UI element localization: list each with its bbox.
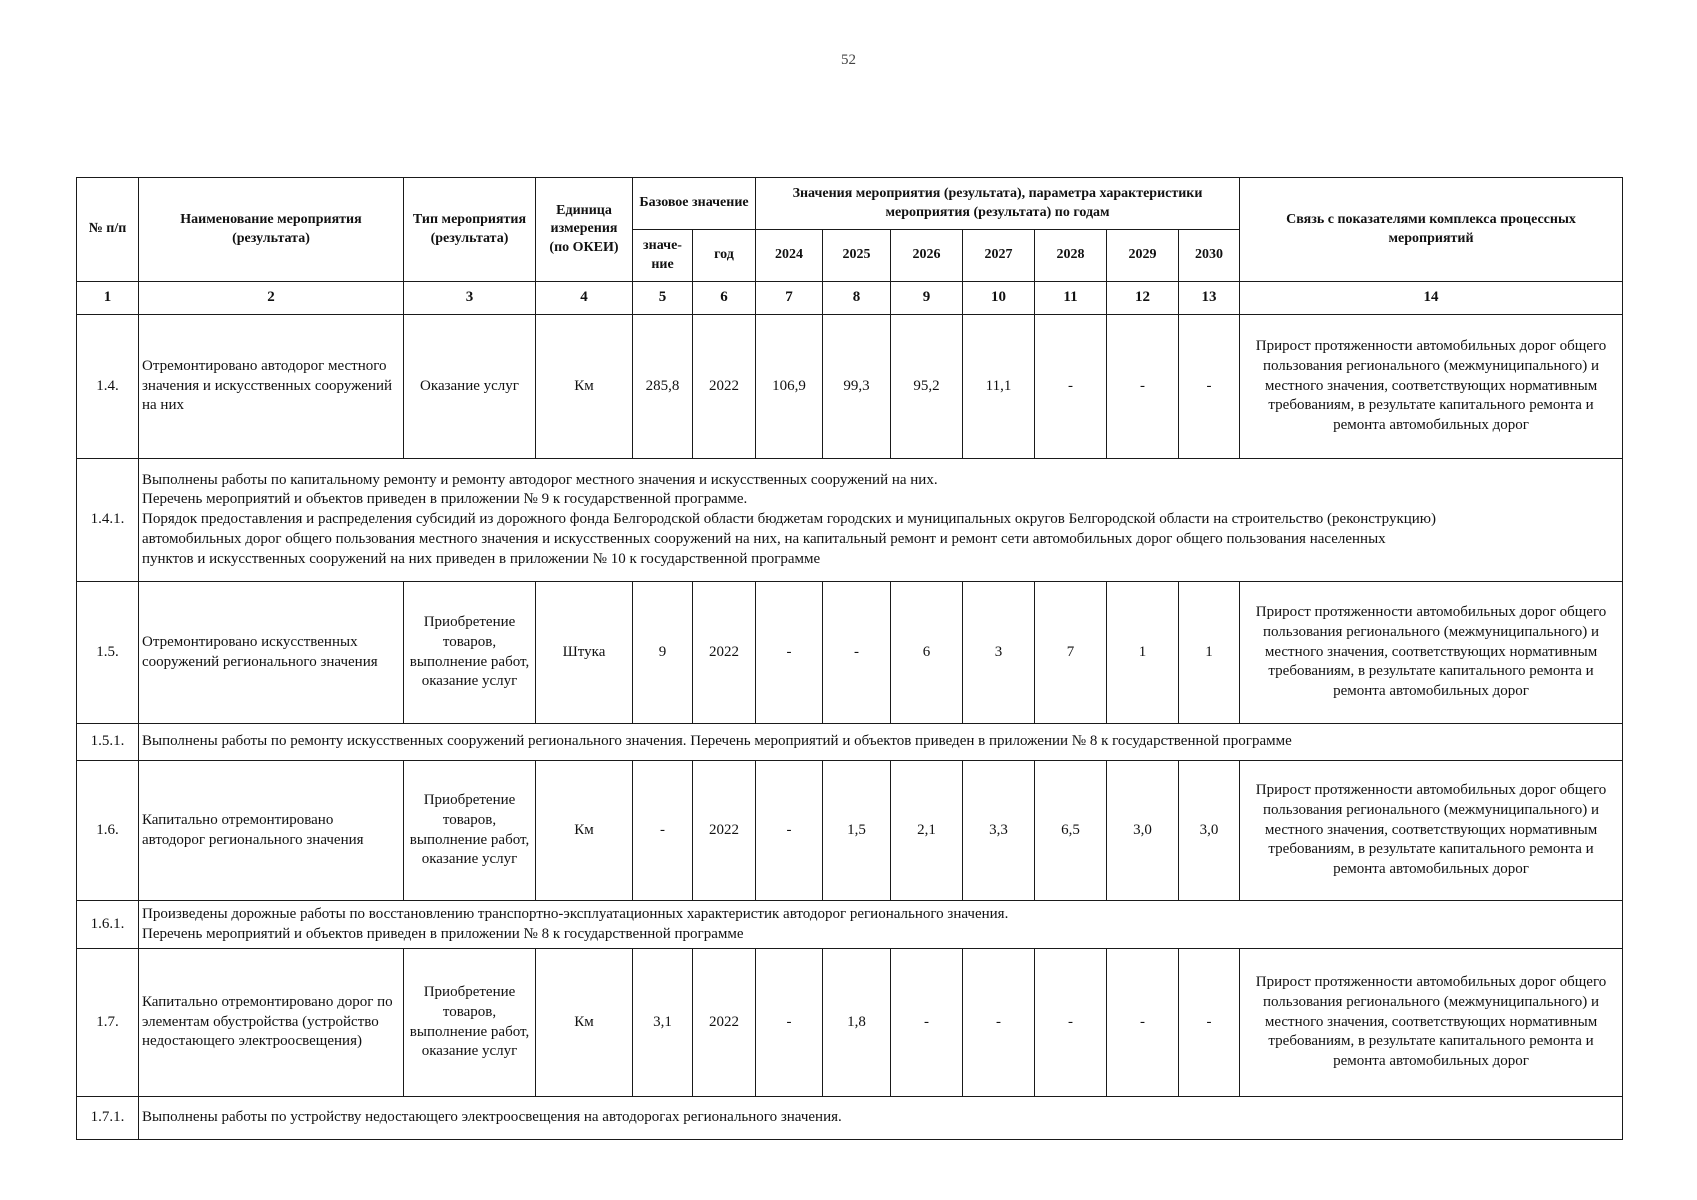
row-value: 106,9 — [756, 315, 823, 459]
column-number: 2 — [139, 282, 404, 315]
row-value: 3,0 — [1179, 761, 1240, 901]
row-value: 1 — [1107, 582, 1179, 724]
row-num: 1.7. — [77, 949, 139, 1097]
header-num: № п/п — [77, 178, 139, 282]
row-num: 1.4.1. — [77, 459, 139, 582]
table-row — [77, 1097, 1623, 1140]
column-numbers-row — [77, 282, 1623, 315]
column-number: 11 — [1035, 282, 1107, 315]
table-header — [77, 178, 1623, 282]
row-value: - — [756, 582, 823, 724]
table-row — [77, 724, 1623, 761]
column-number: 14 — [1240, 282, 1623, 315]
row-type: Приобретение товаров, выполнение работ, оказание услуг — [404, 949, 536, 1097]
row-num: 1.6. — [77, 761, 139, 901]
row-value: 99,3 — [823, 315, 891, 459]
row-value: 11,1 — [963, 315, 1035, 459]
table-row — [77, 761, 1623, 901]
row-base-year: 2022 — [693, 761, 756, 901]
row-name: Отремонтировано искусственных сооружений регионального значения — [139, 582, 404, 724]
description-line: Произведены дорожные работы по восстановлению транспортно-эксплуатационных характеристик автодорог регионального значения. — [142, 905, 1009, 922]
column-number: 10 — [963, 282, 1035, 315]
row-unit: Км — [536, 315, 633, 459]
row-value: 3,3 — [963, 761, 1035, 901]
row-name: Капитально отремонтировано дорог по элементам обустройства (устройство недостающего электроосвещения) — [139, 949, 404, 1097]
header-name: Наименование мероприятия (результата) — [139, 178, 404, 282]
row-name: Капитально отремонтировано автодорог регионального значения — [139, 761, 404, 901]
row-value: 1,5 — [823, 761, 891, 901]
row-value: 95,2 — [891, 315, 963, 459]
column-number: 9 — [891, 282, 963, 315]
row-value: - — [963, 949, 1035, 1097]
row-unit: Км — [536, 949, 633, 1097]
row-value: 2,1 — [891, 761, 963, 901]
row-value: - — [1035, 949, 1107, 1097]
table-row — [77, 949, 1623, 1097]
row-value: - — [1035, 315, 1107, 459]
row-value: 1 — [1179, 582, 1240, 724]
header-type: Тип мероприятия (результата) — [404, 178, 536, 282]
description-line: автомобильных дорог общего пользования местного значения и искусственных сооружений на них, на капитальный ремонт и ремонт сети автомобильных дорог общего пользования населенных — [142, 530, 1386, 547]
column-number: 13 — [1179, 282, 1240, 315]
row-link: Прирост протяженности автомобильных дорог общего пользования регионального (межмуниципального) и местного значения, соответствующих нормативным требованиям, в результате капитального ремонта и ремонта автомобильных дорог — [1240, 582, 1623, 724]
column-number: 12 — [1107, 282, 1179, 315]
row-base-year: 2022 — [693, 582, 756, 724]
row-link: Прирост протяженности автомобильных дорог общего пользования регионального (межмуниципального) и местного значения, соответствующих нормативным требованиям, в результате капитального ремонта и ремонта автомобильных дорог — [1240, 761, 1623, 901]
row-description — [139, 724, 1623, 761]
table-row — [77, 582, 1623, 724]
column-number: 7 — [756, 282, 823, 315]
column-number: 6 — [693, 282, 756, 315]
description-line: Выполнены работы по ремонту искусственных сооружений регионального значения. Перечень мероприятий и объектов приведен в приложении № 8 к государственной программе — [142, 733, 1292, 750]
row-link: Прирост протяженности автомобильных дорог общего пользования регионального (межмуниципального) и местного значения, соответствующих нормативным требованиям, в результате капитального ремонта и ремонта автомобильных дорог — [1240, 315, 1623, 459]
row-type: Оказание услуг — [404, 315, 536, 459]
table-row — [77, 315, 1623, 459]
column-number: 1 — [77, 282, 139, 315]
row-value: 3 — [963, 582, 1035, 724]
row-description — [139, 901, 1623, 949]
column-number: 4 — [536, 282, 633, 315]
column-number: 5 — [633, 282, 693, 315]
row-unit: Км — [536, 761, 633, 901]
row-value: 7 — [1035, 582, 1107, 724]
row-num: 1.5. — [77, 582, 139, 724]
row-name: Отремонтировано автодорог местного значения и искусственных сооружений на них — [139, 315, 404, 459]
row-base-value: 285,8 — [633, 315, 693, 459]
row-value: - — [1107, 949, 1179, 1097]
row-base-value: - — [633, 761, 693, 901]
row-type: Приобретение товаров, выполнение работ, оказание услуг — [404, 582, 536, 724]
header-year: 2026 — [891, 230, 963, 282]
row-value: 6 — [891, 582, 963, 724]
description-line: Выполнены работы по капитальному ремонту и ремонту автодорог местного значения и искусственных сооружений на них. — [142, 471, 938, 488]
header-link: Связь с показателями комплекса процессных мероприятий — [1240, 178, 1623, 282]
row-value: - — [756, 949, 823, 1097]
row-value: - — [1107, 315, 1179, 459]
header-unit: Единица измерения (по ОКЕИ) — [536, 178, 633, 282]
row-value: - — [1179, 949, 1240, 1097]
row-description — [139, 1097, 1623, 1140]
row-unit: Штука — [536, 582, 633, 724]
row-value: 1,8 — [823, 949, 891, 1097]
description-line: Перечень мероприятий и объектов приведен в приложении № 8 к государственной программе — [142, 925, 744, 942]
row-base-year: 2022 — [693, 949, 756, 1097]
page-number: 52 — [841, 52, 856, 68]
table-body — [77, 282, 1623, 1140]
row-num: 1.5.1. — [77, 724, 139, 761]
header-year: 2024 — [756, 230, 823, 282]
header-year: 2028 — [1035, 230, 1107, 282]
row-value: - — [756, 761, 823, 901]
header-base-year: год — [693, 230, 756, 282]
description-line: Выполнены работы по устройству недостающего электроосвещения на автодорогах регионального значения. — [142, 1109, 842, 1126]
column-number: 3 — [404, 282, 536, 315]
row-base-year: 2022 — [693, 315, 756, 459]
row-link: Прирост протяженности автомобильных дорог общего пользования регионального (межмуниципального) и местного значения, соответствующих нормативным требованиям, в результате капитального ремонта и ремонта автомобильных дорог — [1240, 949, 1623, 1097]
description-line: Перечень мероприятий и объектов приведен в приложении № 9 к государственной программе. — [142, 491, 748, 508]
header-values-group: Значения мероприятия (результата), параметра характеристики мероприятия (результата) по годам — [756, 178, 1240, 230]
table-row — [77, 459, 1623, 582]
row-base-value: 3,1 — [633, 949, 693, 1097]
row-type: Приобретение товаров, выполнение работ, оказание услуг — [404, 761, 536, 901]
header-base-value: значе-ние — [633, 230, 693, 282]
header-base: Базовое значение — [633, 178, 756, 230]
table-row — [77, 901, 1623, 949]
row-num: 1.6.1. — [77, 901, 139, 949]
row-num: 1.4. — [77, 315, 139, 459]
row-value: - — [891, 949, 963, 1097]
row-value: - — [823, 582, 891, 724]
description-line: Порядок предоставления и распределения субсидий из дорожного фонда Белгородской области бюджетам городских и муниципальных округов Белгородской области на строительство (реконструкцию) — [142, 511, 1436, 528]
header-year: 2029 — [1107, 230, 1179, 282]
row-value: 6,5 — [1035, 761, 1107, 901]
measures-table — [76, 177, 1623, 1140]
row-num: 1.7.1. — [77, 1097, 139, 1140]
description-line: пунктов и искусственных сооружений на них приведен в приложении № 10 к государственной программе — [142, 550, 821, 567]
row-value: 3,0 — [1107, 761, 1179, 901]
row-base-value: 9 — [633, 582, 693, 724]
header-year: 2027 — [963, 230, 1035, 282]
row-description — [139, 459, 1623, 582]
header-year: 2025 — [823, 230, 891, 282]
column-number: 8 — [823, 282, 891, 315]
row-value: - — [1179, 315, 1240, 459]
header-year: 2030 — [1179, 230, 1240, 282]
